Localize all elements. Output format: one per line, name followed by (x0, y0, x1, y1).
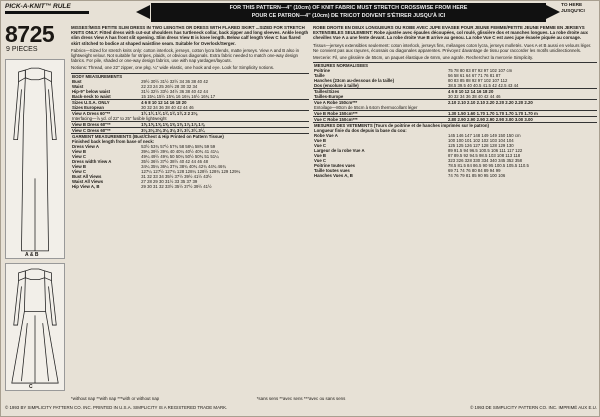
english-description: MISSES'/MISS PETITE SLIM DRESS IN TWO LENGTHS OR DRESS WITH FLARED SKIRT ...SIZED FOR STRETCH KNITS ONLY: Fitted dress with cut-out shoulders has turtleneck collar, back zipper and long sleeves. Ankle length slim dress View A has front slit opening. Slim dress View B is knee length. Below calf length View C has flared skirt stitched to bodice at shaped waistline seam. Suitable for Overlock/Serger. (71, 25, 309, 46)
pattern-pieces-count: 9 PIECES (6, 46, 38, 53)
pick-a-knit-rule-bar (5, 11, 89, 14)
pattern-number: 8725 (5, 21, 55, 47)
table-row: Largeur de la robe Vue A 89 91.5 94 96.5 100.5 106 111 117 122 (314, 148, 523, 154)
english-footnote: *without nap **with nap ***with or without nap (71, 396, 160, 401)
table-row: Dos (encolure à taille) 38.5 39.5 40 40.5 41.5 42 42.5 43 44 (314, 83, 519, 89)
table-row: View C 127¼ 127½ 127¾ 128 128¼ 128½ 128¾ 129 129¼ (72, 168, 241, 174)
table-row: Bust 29½ 30½ 31½ 32½ 34 36 38 40 42 (72, 78, 208, 84)
stretch-arrow-right-icon (546, 5, 560, 19)
table-row: Vue B Robe 150cm*** 1.30 1.50 1.60 1.70 1.70 1.70 1.70 1.70 1.70 m (313, 111, 597, 117)
table-row: Interfacing—⅞ yd. of 22" to 25" fusible lightweight (72, 115, 167, 121)
table-row: Entoilage—80cm de 55cm à 64cm thermocollant léger (314, 105, 418, 111)
french-fabrics: Tissus—jerseys extensibles seulement: coton interlock, jerseys fins, mélanges coton lycra, jerseys molletés. Vues A et B aussi en velours léger. Ne convient pas aux rayures, écossais ou diagonales apparentes. Prévoyez davantage de tissu pour raccorder les motifs unidirectionnels. (313, 42, 592, 53)
to-here-label: TO HERE JUSQU'ICI (561, 3, 585, 14)
stretch-guide-french: POUR CE PATRON—4" (10cm) DE TRICOT DOIVENT S'ÉTIRER JUSQU'À ICI (251, 12, 446, 19)
table-row: Taille toutes vues 69 71 74 76 80 84 89 94 99 (314, 168, 501, 174)
table-row: View C Dress 60"** 3⅛ 3⅛ 3⅛ 3⅛ 3⅛ 3¼ 3¼ 3¼ 3¼ (71, 127, 309, 133)
table-row: Hanches Vues A, B 74 76 79 81 85 90 95 100 106 (314, 173, 506, 179)
mesures-vetements-heading: MESURES DES VETEMENTS (Tours de poitrine et de hanches imprimés sur le patron) (313, 123, 597, 129)
table-row: Robe Vue A 145 146 147 148 149 149 150 150 cm (314, 133, 521, 139)
table-row: Waist All Views 27 28 29 30 31½ 33 35 37 39 (72, 178, 198, 184)
table-row: Vue B 100 100 101 102 102 103 104 104 (314, 138, 514, 144)
body-measurements-heading: BODY MEASUREMENTS (71, 73, 309, 79)
table-row: Vue A Robe 150cm*** 2.10 2.10 2.10 2.10 2.20 2.20 2.20 2.20 2.20 (313, 100, 597, 106)
view-label-a-b: A & B (25, 252, 39, 258)
table-row: Poitrine 75 78 80 83 87 92 97 102 107 cm (314, 68, 513, 74)
nap-footnotes (71, 396, 345, 401)
view-label-c: C (29, 384, 33, 390)
stretch-arrow-left-icon (136, 5, 150, 19)
pick-a-knit-rule-label: PICK-A-KNIT™ RULE (5, 3, 71, 10)
garment-measurements-heading: GARMENT MEASUREMENTS (Bust/Chest & Hip Printed on Pattern Tissue) (71, 133, 309, 139)
french-instructions (313, 25, 597, 178)
french-footnote: *sans sens **avec sens ***avec ou sans sens (256, 396, 346, 401)
table-row: Bust All Views 31 32 33 34 35½ 37½ 39½ 41½ 43½ (72, 173, 212, 179)
table-row: Vue B 87 89.5 92 94.5 98.5 103 108 113 118 (314, 153, 521, 159)
table-row: Tailles-Europe 30 32 34 36 38 40 42 44 46 (314, 94, 501, 100)
table-row: Vue C 125 125 126 127 128 128 129 130 (314, 143, 514, 149)
table-row: Poitrine toutes vues 78.5 81.5 84 86.5 90 95 100.5 105.5 110.5 (314, 163, 529, 169)
copyright-footer (5, 405, 597, 410)
french-notions: Mercerie: Fil, une glissière de 55cm, un paquet élastique de 6mm, une agrafe. Recherchez la mercerie Simplicity. (313, 55, 534, 61)
table-row: View B Dress 60"** 1⅝ 1⅝ 1⅝ 1⅝ 1⅝ 1⅝ 1⅞ 1⅞ 1⅞ (71, 121, 309, 127)
table-row: Hip View A, B 29 30 31 32 33½ 35½ 37½ 39½ 41½ (72, 183, 212, 189)
mesures-normalisees-heading: MESURES NORMALISEES (313, 63, 597, 69)
table-row: Hanches (23cm au-dessous de la taille) 80 83 85 88 92 97 102 107 112 (314, 78, 508, 84)
french-yardage-table: MESURES NORMALISEES Poitrine 75 78 80 83 87 92 97 102 107 cm Taille 56 58 61 64 67 71 76 81 87 Hanches (23cm au-dessous de la taille) 80 83 85 88 92 97 102 107 112 Dos (encolure à taille) 38.5 39.5 40 40.5 41.5 42 42.5 43 44 Tailles/Sizes 4 6 8 10 12 14 16 18 20 Tailles-Europe 30 32 34 36 38 40 42 44 46 Vue A Robe 150cm*** 2.10 2.10 2.10 2.10 2.20 2.20 2.20 2.20 2.20 Entoilage—80cm de 55cm à 64cm thermocollant léger Vue B Robe 150cm*** 1.30 1.50 1.60 1.70 1.70 1.70 1.70 1.70 1.70 m Vue C Robe 150cm*** 2.80 2.90 2.90 2.90 2.90 2.90 3.00 3.00 3.00 MESURES DES VETEMENTS (Tours de poitrine et de hanches imprimés sur le patron) Longueur finie du dos depuis la base du cou: Robe Vue A 145 146 147 148 149 149 150 150 cm Vue B 100 100 101 102 102 103 104 104 Vue C 125 125 126 127 128 128 129 130 Largeur de la robe Vue A 89 91.5 94 96.5 100.5 106 111 117 122 Vue B 87 89.5 92 94.5 98.5 103 108 113 118 Vue C 323 326 328 330 334 340 345 352 358 Poitrine toutes vues 78.5 81.5 84 86.5 90 95 100.5 105.5 110.5 Taille toutes vues 69 71 74 76 80 84 89 94 99 Hanches Vues A, B 74 76 79 81 85 90 95 100 106 (313, 62, 597, 178)
english-notions: Notions: Thread, one 22" zipper, one pkg. ¼" wide elastic, one hook and eye. Look for Simplicity notions. (71, 65, 275, 71)
table-row: Taille 56 58 61 64 67 71 76 81 87 (314, 73, 501, 79)
stretch-guide-english: FOR THIS PATTERN—4" (10cm) OF KNIT FABRIC MUST STRETCH CROSSWISE FROM HERE (229, 5, 468, 11)
table-row: Vue C 323 326 328 330 334 340 345 352 358 (314, 158, 523, 164)
french-description: ROBE DROITE EN DEUX LONGUEURS OU ROBE AVEC JUPE EVASEE POUR JEUNE FEMME/PETITE JEUNE FEMME EN JERSEYS EXTENSIBLES SEULEMENT: Robe ajustée avec épaules découpées, col roulé, glissière dos et manches longues. La robe droite aux chevilles Vue A a une fente devant. La robe droite Vue B arrive au genou. La robe Vue C est avec jupe évasée piquée au corsage. (313, 25, 588, 41)
english-fabrics: Fabrics—Sized for stretch knits only: cotton interlock, jerseys, cotton lycra blends, matte jerseys. View A and B also in lightweight velour. Not suitable for stripes, plaids, or obvious diagonals. Extra fabric needed to match one-way design fabrics. For pile, shaded or one-way design fabrics, use with nap yardages/layouts. (71, 47, 300, 64)
table-row: Sizes European 30 32 34 36 38 40 42 44 46 (72, 104, 194, 110)
table-row: Back-neck to waist 15 15¼ 15½ 15¾ 16 16¼ 16½ 16¾ 17 (72, 93, 216, 99)
table-row: Dress View A 53½ 53¾ 57½ 57¾ 58 58¼ 58¾ 59 59 (72, 143, 216, 149)
table-row: Hip-9" below waist 31½ 32½ 33½ 34½ 36 38 40 42 44 (72, 88, 208, 94)
stretch-guide-strip (151, 3, 546, 22)
english-instructions (71, 25, 309, 189)
copyright-french: © 1993 DE SIMPLICITY PATTERN CO. INC. IMPRIMÉ AUX E.U. (470, 405, 597, 410)
english-yardage-table: BODY MEASUREMENTS Bust 29½ 30½ 31½ 32½ 34 36 38 40 42 Waist 22 23 24 25 26½ 28 30 32 34 Hip-9" below waist 31½ 32½ 33½ 34½ 36 38 40 42 44 Back-neck to waist 15 15¼ 15½ 15¾ 16 16¼ 16½ 16¾ 17 Sizes U.S.A. ONLY 4 6 8 10 12 14 16 18 20 Sizes European 30 32 34 36 38 40 42 44 46 View A Dress 60"** 1¾ 1¾ 1¾ 1¾ 1¾ 1¾ 2 2 2⅛ Interfacing—⅞ yd. of 22" to 25" fusible lightweight View B Dress 60"** 1⅝ 1⅝ 1⅝ 1⅝ 1⅝ 1⅝ 1⅞ 1⅞ 1⅞ View C Dress 60"** 3⅛ 3⅛ 3⅛ 3⅛ 3⅛ 3¼ 3¼ 3¼ 3¼ GARMENT MEASUREMENTS (Bust/Chest & Hip Printed on Pattern Tissue) Finished back length from base of neck: Dress View A 53½ 53¾ 57½ 57¾ 58 58¼ 58¾ 59 59 View B 39¼ 39½ 39¾ 40 40¼ 40½ 40¾ 41 41¼ View C 49¼ 49½ 49¾ 50 50¼ 50½ 50¾ 51 51¼ Dress width View A 35½ 36½ 37½ 38½ 40 42 44 46 48 View B 34¼ 35¼ 36¼ 37¼ 38¾ 40¾ 42¾ 44¾ 46¾ View C 127¼ 127½ 127¾ 128 128¼ 128½ 128¾ 129 129¼ Bust All Views 31 32 33 34 35½ 37½ 39½ 41½ 43½ Waist All Views 27 28 29 30 31½ 33 35 37 39 Hip View A, B 29 30 31 32 33½ 35½ 37½ 39½ 41½ (71, 73, 309, 189)
copyright-english: © 1993 BY SIMPLICITY PATTERN CO. INC. PRINTED IN U.S.A. SIMPLICITY IS A REGISTERED TRADE MARK. (5, 405, 228, 410)
table-row: Dress width View A 35½ 36½ 37½ 38½ 40 42 44 46 48 (72, 158, 208, 164)
table-row: Waist 22 23 24 25 26½ 28 30 32 34 (72, 83, 198, 89)
table-row: View A Dress 60"** 1¾ 1¾ 1¾ 1¾ 1¾ 1¾ 2 2 2⅛ (71, 110, 309, 116)
technical-drawing-views-a-b (5, 59, 65, 259)
technical-drawing-view-c (5, 263, 65, 391)
table-row: View B 34¼ 35¼ 36¼ 37¼ 38¾ 40¾ 42¾ 44¾ 46¾ (72, 163, 226, 169)
table-row: Tailles/Sizes 4 6 8 10 12 14 16 18 20 (313, 89, 597, 95)
table-row: Vue C Robe 150cm*** 2.80 2.90 2.90 2.90 2.90 2.90 3.00 3.00 3.00 (313, 117, 597, 123)
table-row: View C 49¼ 49½ 49¾ 50 50¼ 50½ 50¾ 51 51¼ (72, 153, 219, 159)
table-row: View B 39¼ 39½ 39¾ 40 40¼ 40½ 40¾ 41 41¼ (72, 148, 219, 154)
table-row: Sizes U.S.A. ONLY 4 6 8 10 12 14 16 18 20 (71, 99, 309, 105)
